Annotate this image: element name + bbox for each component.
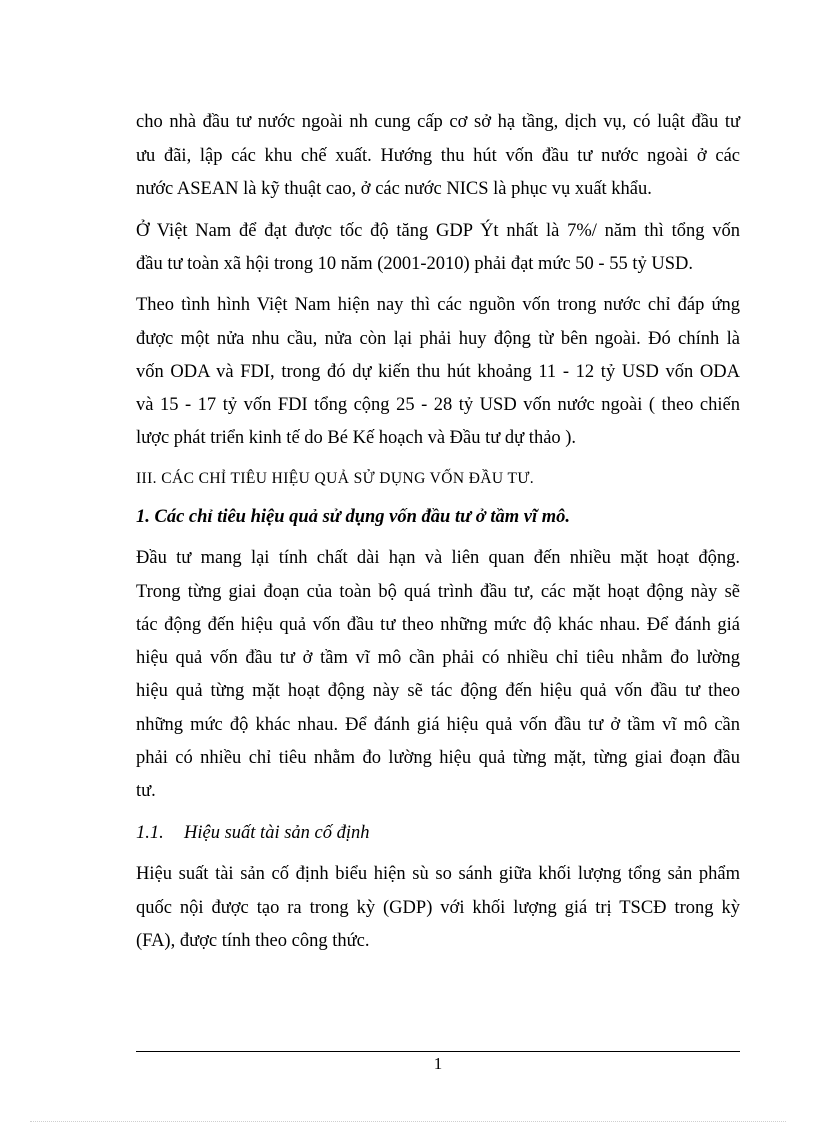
paragraph-line: phải có nhiều chỉ tiêu nhằm đo lường hiệu quả từng mặt, từng giai đoạn đầu	[136, 748, 740, 768]
paragraph-line: Đầu tư mang lại tính chất dài hạn và liên quan đến nhiều mặt hoạt động.	[136, 548, 740, 568]
paragraph-line: cho nhà đầu tư nước ngoài nh cung cấp cơ sở hạ tầng, dịch vụ, có luật đầu tư	[136, 112, 740, 132]
paragraph-line: tư.	[136, 781, 156, 801]
paragraph-line: hiệu quả từng mặt hoạt động này sẽ tác động đến hiệu quả vốn đầu tư theo	[136, 681, 740, 701]
subsection-heading: 1. Các chỉ tiêu hiệu quả sử dụng vốn đầu tư ở tầm vĩ mô.	[136, 507, 571, 527]
paragraph-line: ưu đãi, lập các khu chế xuất. Hướng thu hút vốn đầu tư nước ngoài ở các	[136, 146, 740, 166]
paragraph-line: (FA), được tính theo công thức.	[136, 931, 370, 951]
paragraph-line: và 15 - 17 tỷ vốn FDI tổng cộng 25 - 28 tỷ USD vốn nước ngoài ( theo chiến	[136, 395, 740, 415]
paragraph-line: những mức độ khác nhau. Để đánh giá hiệu quả vốn đầu tư ở tầm vĩ mô cần	[136, 715, 740, 735]
paragraph-line: vốn ODA và FDI, trong đó dự kiến thu hút khoảng 11 - 12 tỷ USD vốn ODA	[136, 362, 740, 382]
paragraph-line: đầu tư toàn xã hội trong 10 năm (2001-2010) phải đạt mức 50 - 55 tỷ USD.	[136, 254, 693, 274]
paragraph-line: tác động đến hiệu quả vốn đầu tư theo những mức độ khác nhau. Để đánh giá	[136, 615, 740, 635]
page-number: 1	[433, 1054, 443, 1073]
subsection-number: 1.1.	[136, 823, 164, 843]
paragraph-line: lược phát triển kinh tế do Bé Kế hoạch và Đầu tư dự thảo ).	[136, 428, 577, 448]
subsection-title: Hiệu suất tài sản cố định	[184, 823, 370, 843]
paragraph-line: Theo tình hình Việt Nam hiện nay thì các nguồn vốn trong nước chỉ đáp ứng	[136, 295, 740, 315]
paragraph-line: Ở Việt Nam để đạt được tốc độ tăng GDP Ýt nhất là 7%/ năm thì tổng vốn	[136, 221, 740, 241]
paragraph-line: được một nửa nhu cầu, nửa còn lại phải huy động từ bên ngoài. Đó chính là	[136, 329, 740, 349]
paragraph-line: Trong từng giai đoạn của toàn bộ quá trình đầu tư, các mặt hoạt động này sẽ	[136, 582, 740, 602]
section-heading: III. CÁC CHỈ TIÊU HIỆU QUẢ SỬ DỤNG VỐN ĐẦU TƯ.	[136, 470, 535, 487]
paragraph-line: nước ASEAN là kỹ thuật cao, ở các nước NICS là phục vụ xuất khẩu.	[136, 179, 652, 199]
paragraph-line: Hiệu suất tài sản cố định biểu hiện sù so sánh giữa khối lượng tổng sản phẩm	[136, 864, 740, 884]
subsection-1-1-heading	[136, 821, 740, 845]
paragraph-line: quốc nội được tạo ra trong kỳ (GDP) với khối lượng giá trị TSCĐ trong kỳ	[136, 898, 740, 918]
page-bottom-border	[30, 1121, 786, 1122]
paragraph-line: hiệu quả vốn đầu tư ở tầm vĩ mô cần phải có nhiều chỉ tiêu nhằm đo lường	[136, 648, 740, 668]
footer-divider	[136, 1051, 740, 1052]
